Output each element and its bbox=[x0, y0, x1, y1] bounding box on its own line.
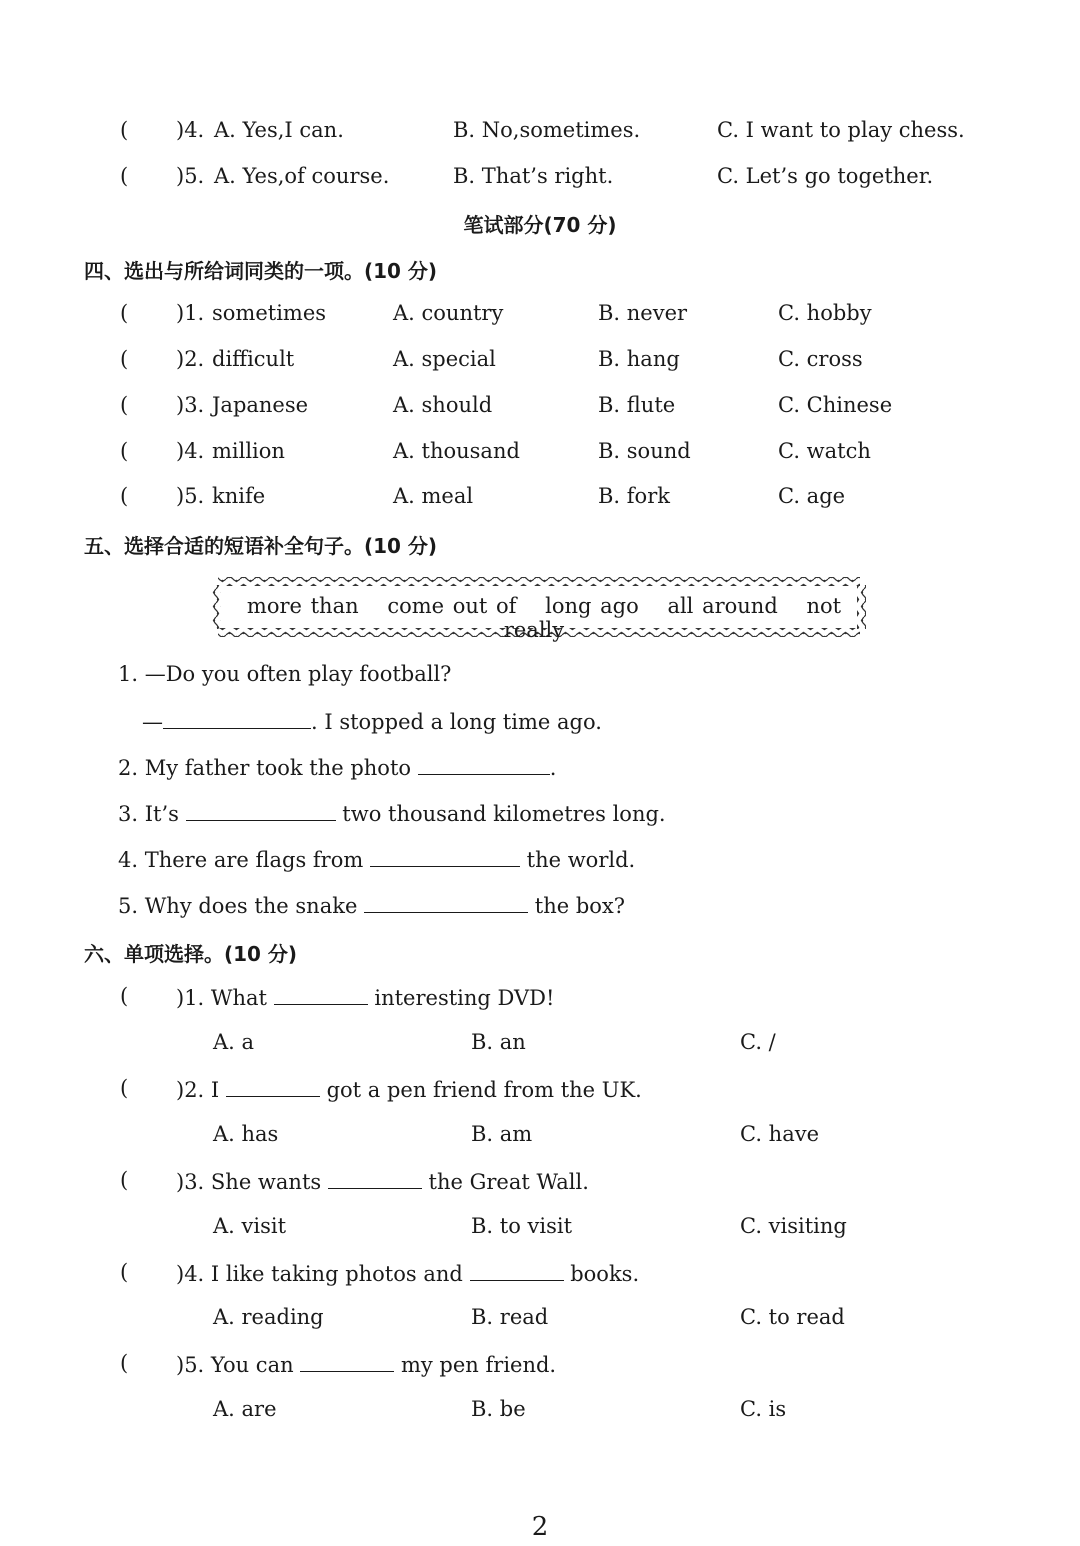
answer-blank[interactable] bbox=[328, 1168, 422, 1189]
sentence-text: the world. bbox=[526, 848, 636, 872]
answer-paren: ( bbox=[120, 347, 129, 371]
item-number: )4. bbox=[176, 118, 205, 142]
phrase-option: more than bbox=[246, 594, 359, 618]
sentence-text: my pen friend. bbox=[400, 1353, 557, 1377]
answer-paren: ( bbox=[120, 301, 129, 325]
sentence-text: 2. My father took the photo bbox=[118, 756, 412, 780]
option-a: A. Yes,of course. bbox=[214, 164, 390, 188]
section6-title: 六、单项选择。(10 分) bbox=[84, 942, 298, 966]
answer-blank[interactable] bbox=[274, 984, 368, 1005]
item-number: )1. bbox=[176, 301, 205, 325]
option-a: A. visit bbox=[213, 1214, 287, 1238]
phrase-option: come out of bbox=[387, 594, 517, 618]
option-b: B. an bbox=[471, 1030, 526, 1054]
item-number: )3. bbox=[176, 1170, 205, 1194]
option-a: A. has bbox=[213, 1122, 279, 1146]
sentence-text: the Great Wall. bbox=[428, 1170, 589, 1194]
option-c: C. / bbox=[740, 1030, 776, 1054]
option-c: C. cross bbox=[778, 347, 863, 371]
option-a: A. are bbox=[213, 1397, 277, 1421]
item-number: )3. bbox=[176, 393, 205, 417]
sentence-text: interesting DVD! bbox=[374, 986, 555, 1010]
option-c: C. hobby bbox=[778, 301, 872, 325]
item-number: )2. bbox=[176, 1078, 205, 1102]
answer-blank[interactable] bbox=[418, 754, 550, 775]
question-stem bbox=[176, 984, 554, 1010]
option-c: C. to read bbox=[740, 1305, 845, 1329]
sentence-text: 4. There are flags from bbox=[118, 848, 364, 872]
option-b: B. flute bbox=[598, 393, 676, 417]
written-part-title: 笔试部分(70 分) bbox=[463, 213, 617, 237]
sentence-text: 3. It’s bbox=[118, 802, 179, 826]
section4-title: 四、选出与所给词同类的一项。(10 分) bbox=[84, 259, 438, 283]
phrase-option: long ago bbox=[545, 594, 639, 618]
option-a: A. Yes,I can. bbox=[214, 118, 344, 142]
option-b: B. sound bbox=[598, 439, 691, 463]
answer-blank[interactable] bbox=[370, 846, 520, 867]
option-c: C. have bbox=[740, 1122, 820, 1146]
answer-paren: ( bbox=[120, 484, 129, 508]
option-a: A. thousand bbox=[393, 439, 520, 463]
option-a: A. should bbox=[393, 393, 493, 417]
item-number: )5. bbox=[176, 1353, 205, 1377]
answer-paren: ( bbox=[120, 439, 129, 463]
sentence-text: got a pen friend from the UK. bbox=[326, 1078, 642, 1102]
option-a: A. country bbox=[393, 301, 504, 325]
option-a: A. a bbox=[213, 1030, 255, 1054]
item-number: )1. bbox=[176, 986, 205, 1010]
answer-paren: ( bbox=[120, 984, 129, 1008]
answer-paren: ( bbox=[120, 118, 129, 142]
dash: — bbox=[142, 710, 163, 734]
answer-paren: ( bbox=[120, 1260, 129, 1284]
s5-question-5 bbox=[118, 892, 625, 918]
given-word: difficult bbox=[212, 347, 295, 371]
answer-paren: ( bbox=[120, 393, 129, 417]
option-c: C. watch bbox=[778, 439, 871, 463]
option-b: B. fork bbox=[598, 484, 670, 508]
given-word: Japanese bbox=[212, 393, 309, 417]
answer-blank[interactable] bbox=[470, 1260, 564, 1281]
option-b: B. to visit bbox=[471, 1214, 573, 1238]
s5-question-1-answer bbox=[142, 708, 602, 734]
answer-paren: ( bbox=[120, 164, 129, 188]
answer-paren: ( bbox=[120, 1076, 129, 1100]
page-number: 2 bbox=[531, 1512, 549, 1542]
item-number: )4. bbox=[176, 1262, 205, 1286]
item-number: )5. bbox=[176, 164, 205, 188]
s5-question-3 bbox=[118, 800, 666, 826]
question-stem bbox=[176, 1260, 639, 1286]
answer-blank[interactable] bbox=[163, 708, 311, 729]
s5-question-2 bbox=[118, 754, 556, 780]
sentence-text: the box? bbox=[534, 894, 626, 918]
option-c: C. age bbox=[778, 484, 846, 508]
phrase-option: all around bbox=[667, 594, 778, 618]
option-b: B. read bbox=[471, 1305, 549, 1329]
option-c: C. I want to play chess. bbox=[717, 118, 965, 142]
given-word: sometimes bbox=[212, 301, 327, 325]
s5-question-4 bbox=[118, 846, 635, 872]
option-b: B. am bbox=[471, 1122, 533, 1146]
option-a: A. reading bbox=[213, 1305, 324, 1329]
item-number: )5. bbox=[176, 484, 205, 508]
question-stem bbox=[176, 1168, 589, 1194]
sentence-text: I bbox=[210, 1078, 220, 1102]
sentence-text: . bbox=[549, 756, 557, 780]
option-b: B. never bbox=[598, 301, 688, 325]
given-word: million bbox=[212, 439, 285, 463]
option-c: C. Let’s go together. bbox=[717, 164, 934, 188]
option-b: B. be bbox=[471, 1397, 526, 1421]
answer-paren: ( bbox=[120, 1351, 129, 1375]
section5-title: 五、选择合适的短语补全句子。(10 分) bbox=[84, 534, 438, 558]
option-b: B. hang bbox=[598, 347, 680, 371]
given-word: knife bbox=[212, 484, 266, 508]
answer-blank[interactable] bbox=[186, 800, 336, 821]
item-number: )2. bbox=[176, 347, 205, 371]
item-number: )4. bbox=[176, 439, 205, 463]
answer-paren: ( bbox=[120, 1168, 129, 1192]
question-stem bbox=[176, 1076, 642, 1102]
answer-blank[interactable] bbox=[300, 1351, 394, 1372]
option-c: C. visiting bbox=[740, 1214, 847, 1238]
sentence-text: books. bbox=[570, 1262, 640, 1286]
sentence-text: You can bbox=[210, 1353, 294, 1377]
sentence-text: I like taking photos and bbox=[210, 1262, 463, 1286]
question-stem bbox=[176, 1351, 556, 1377]
phrase-box bbox=[212, 575, 866, 642]
option-a: A. meal bbox=[393, 484, 474, 508]
s5-question-1: 1. —Do you often play football? bbox=[118, 662, 452, 686]
option-c: C. is bbox=[740, 1397, 787, 1421]
option-a: A. special bbox=[393, 347, 496, 371]
answer-blank[interactable] bbox=[364, 892, 528, 913]
sentence-text: . I stopped a long time ago. bbox=[311, 710, 602, 734]
option-b: B. No,sometimes. bbox=[453, 118, 641, 142]
option-b: B. That’s right. bbox=[453, 164, 614, 188]
phrase-option: not really bbox=[503, 594, 842, 642]
sentence-text: What bbox=[210, 986, 267, 1010]
answer-blank[interactable] bbox=[226, 1076, 320, 1097]
sentence-text: She wants bbox=[210, 1170, 322, 1194]
sentence-text: 5. Why does the snake bbox=[118, 894, 358, 918]
sentence-text: two thousand kilometres long. bbox=[342, 802, 666, 826]
option-c: C. Chinese bbox=[778, 393, 893, 417]
